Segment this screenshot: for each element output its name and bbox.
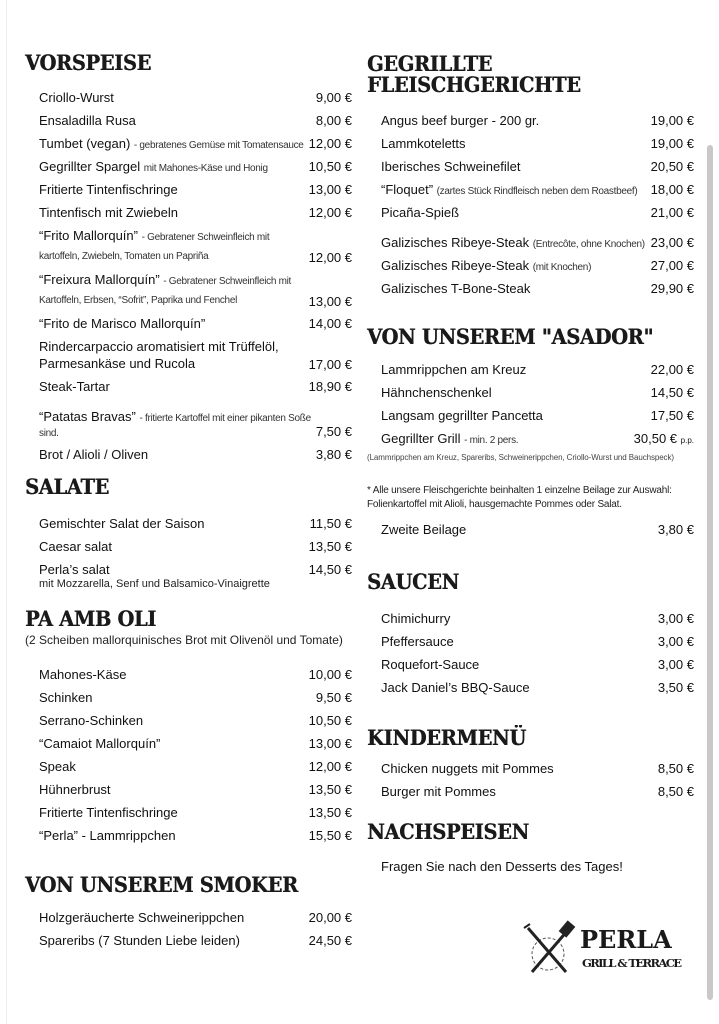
menu-item-price [309,713,352,732]
menu-item-text [39,755,309,778]
menu-item-name: Gegrillter Spargel [39,159,141,174]
menu-item-price [658,680,694,699]
menu-item-text [39,801,309,824]
menu-item [39,155,352,178]
menu-item [381,757,694,780]
section-items [367,607,694,699]
menu-item-name: Burger mit Pommes [381,784,496,799]
price-value: 14,50 € [308,562,352,577]
price-value: 13,50 € [308,539,352,554]
menu-item-price [309,910,352,929]
menu-item-text [381,780,658,803]
section-header [367,53,617,95]
menu-item-name: Fritierte Tintenfischringe [39,805,178,820]
menu-item [39,755,352,778]
menu-item-price [309,159,352,178]
menu-item-text [39,312,309,335]
menu-item-price [658,611,694,630]
menu-item-text [39,109,316,132]
menu-item-name: Serrano-Schinken [39,713,144,728]
menu-item-name: Fritierte Tintenfischringe [39,182,178,197]
menu-item-price [658,522,694,541]
menu-item-description: mit Mahones-Käse und Honig [143,163,268,174]
menu-item [381,231,694,254]
menu-item [39,929,352,952]
menu-item-name: Angus beef burger - 200 gr. [381,113,540,128]
price-value: 23,00 € [650,235,694,250]
section-title: SAUCEN [367,569,459,594]
price-value: 9,50 € [315,690,352,705]
price-value: 29,90 € [650,281,694,296]
menu-item [39,512,352,535]
price-value: 7,50 € [315,424,352,439]
menu-item-text [39,405,316,443]
section-note: (Lammrippchen am Kreuz, Spareribs, Schweinerippchen, Criollo-Wurst und Bauchspeck) [367,453,674,462]
menu-item [39,732,352,755]
section-header [25,52,355,73]
menu-item-name: “Freixura Mallorquín” [39,272,160,287]
menu-item-price [309,805,352,824]
menu-item-name: “Frito de Marisco Mallorquín” [39,316,206,331]
menu-item-name: Lammrippchen am Kreuz [381,362,527,377]
price-suffix: p.p. [680,436,694,445]
menu-item-name: Zweite Beilage [381,522,467,537]
menu-item-price [651,182,694,201]
price-value: 12,00 € [308,136,352,151]
menu-item-text [381,277,651,300]
menu-item-text [381,630,658,653]
section-title: PA AMB OLI [25,606,156,631]
menu-item-price [309,136,352,155]
price-value: 10,50 € [308,713,352,728]
menu-item-price [309,933,352,952]
menu-item-name: “Patatas Bravas” [39,409,136,424]
menu-item-price [309,736,352,755]
menu-item-price [309,782,352,801]
menu-item-text [39,778,309,801]
price-value: 8,50 € [657,784,694,799]
section-items [367,757,694,803]
menu-item-price [309,357,352,372]
item-list [39,512,352,591]
price-value: 8,50 € [657,761,694,776]
menu-item-text [381,358,651,381]
menu-item [39,778,352,801]
menu-item-text [381,178,651,201]
menu-item-price [309,759,352,778]
menu-item [381,155,694,178]
menu-item-price [309,828,352,847]
menu-item [381,277,694,300]
menu-item-name: Galizisches Ribeye-Steak [381,235,530,250]
section-items [367,484,694,541]
menu-item-name: Perla’s salat [39,562,110,577]
price-value: 10,50 € [308,159,352,174]
price-value: 9,00 € [315,90,352,105]
menu-item-text [39,338,305,372]
logo-name: PERLA [580,925,672,954]
item-list [39,86,352,466]
menu-item-text [381,404,651,427]
menu-item-name: Criollo-Wurst [39,90,114,105]
price-value: 14,50 € [650,385,694,400]
section-subtitle: (2 Scheiben mallorquinisches Brot mit Olivenöl und Tomate) [25,633,343,647]
menu-item-text [381,254,651,277]
section-title: SALATE [25,474,109,499]
menu-item-text [39,375,309,398]
menu-item-name: Spareribs (7 Stunden Liebe leiden) [39,933,240,948]
item-list [381,109,694,300]
menu-item-price [309,562,352,581]
section-title: NACHSPEISEN [367,819,529,844]
menu-item [381,630,694,653]
price-value: 14,00 € [308,316,352,331]
menu-item-description: - min. 2 pers. [464,435,519,446]
menu-item-price [651,159,694,178]
menu-item [381,109,694,132]
perla-logo [522,920,692,980]
menu-item [381,780,694,803]
menu-item [381,427,694,450]
menu-item-description: (zartes Stück Rindfleisch neben dem Roastbeef) [436,186,638,197]
menu-item-text [39,155,309,178]
item-list [381,607,694,699]
menu-item-price [651,362,694,381]
menu-item [381,676,694,699]
menu-item-description: - gebratenes Gemüse mit Tomatensauce [133,140,304,151]
price-value: 11,50 € [309,516,352,531]
section-title: VON UNSEREM SMOKER [25,872,298,897]
menu-item-name: Lammkoteletts [381,136,466,151]
menu-item-text [39,512,310,535]
menu-item [39,375,352,398]
menu-item-text [381,381,651,404]
price-value: 17,50 € [650,408,694,423]
item-list [39,906,352,952]
price-value: 8,00 € [315,113,352,128]
price-value: 12,00 € [308,250,352,265]
menu-item-price [316,447,352,466]
menu-item-name: Hähnchenschenkel [381,385,492,400]
menu-item-text [381,231,651,254]
menu-item [39,224,352,268]
menu-item-text [39,201,309,224]
menu-item [381,653,694,676]
menu-item [39,201,352,224]
menu-item-price [651,258,694,277]
menu-item [39,132,352,155]
menu-item-text [381,607,658,630]
menu-item [39,268,352,312]
menu-item-price [309,294,352,309]
price-value: 3,80 € [657,522,694,537]
section-header [367,571,697,592]
item-list [39,663,352,847]
price-value: 20,00 € [308,910,352,925]
menu-item-name: Jack Daniel’s BBQ-Sauce [381,680,530,695]
section-header [25,476,355,497]
menu-item-price [309,667,352,686]
menu-item [381,381,694,404]
menu-item-description: - fritierte Kartoffel mit einer pikanten Soße sind. [39,413,311,439]
section-items [25,86,352,466]
price-value: 3,80 € [315,447,352,462]
section-header [367,326,697,347]
menu-item-text [39,86,316,109]
menu-item-price [658,657,694,676]
logo-tagline: GRILL & TERRACE [582,956,682,970]
menu-item-price [309,316,352,335]
price-value: 3,00 € [657,611,694,626]
section-header [25,608,355,647]
menu-item [381,607,694,630]
menu-item [381,404,694,427]
section-header [367,821,697,842]
menu-item-name: Gegrillter Grill [381,431,461,446]
menu-item-text [39,686,316,709]
menu-item-name: Tumbet (vegan) [39,136,131,151]
menu-item-price [651,113,694,132]
menu-item-price [651,281,694,300]
section-items [367,109,694,300]
menu-item-text [39,663,309,686]
menu-item [39,824,352,847]
menu-item-price [651,235,694,254]
menu-item-name: Gemischter Salat der Saison [39,516,205,531]
menu-item-price [651,408,694,427]
menu-item-price [309,182,352,201]
section-items [25,663,352,847]
menu-item-text [381,155,651,178]
price-value: 30,50 € [633,431,678,446]
menu-item-text [39,732,309,755]
item-list [381,518,694,541]
menu-item-text [381,653,658,676]
menu-item [39,906,352,929]
menu-item-name: Speak [39,759,76,774]
price-value: 12,00 € [308,205,352,220]
menu-item-text [39,929,309,952]
price-value: 24,50 € [308,933,352,948]
menu-item-text [381,518,658,541]
menu-item-text [39,227,305,265]
section-text: Fragen Sie nach den Desserts des Tages! [381,859,623,874]
menu-item [381,132,694,155]
menu-item-price [316,90,352,109]
menu-item-name: Caesar salat [39,539,112,554]
menu-item-price [658,761,694,780]
menu-item-name: Galizisches T-Bone-Steak [381,281,531,296]
menu-item-price [309,539,352,558]
menu-item-name: Tintenfisch mit Zwiebeln [39,205,178,220]
price-value: 3,50 € [657,680,694,695]
menu-item-text [39,535,309,558]
menu-item [39,686,352,709]
menu-item-name: Mahones-Käse [39,667,127,682]
section-items [25,906,352,952]
menu-item-name: Rindercarpaccio aromatisiert mit Trüffelöl, Parmesankäse und Rucola [39,339,279,371]
section-header [367,727,697,748]
menu-item-price [310,516,352,535]
menu-item-name: Steak-Tartar [39,379,110,394]
menu-item [39,709,352,732]
section-header [25,874,355,895]
price-value: 27,00 € [650,258,694,273]
menu-item-text [381,201,651,224]
price-value: 13,50 € [308,805,352,820]
menu-item-text [381,676,658,699]
menu-item-name: Picaña-Spieß [381,205,460,220]
menu-item-name: Brot / Alioli / Oliven [39,447,149,462]
menu-item-text [39,824,309,847]
section-title: VORSPEISE [25,50,151,75]
menu-item-name: Roquefort-Sauce [381,657,480,672]
menu-item-name: Galizisches Ribeye-Steak [381,258,530,273]
price-value: 13,50 € [308,782,352,797]
menu-item-price [316,424,352,443]
menu-item-name: Iberisches Schweinefilet [381,159,521,174]
menu-item-name: “Frito Mallorquín” [39,228,138,243]
menu-item [39,535,352,558]
section-items [367,358,694,463]
menu-item-price [634,431,694,450]
price-value: 12,00 € [308,759,352,774]
menu-item-name: Chicken nuggets mit Pommes [381,761,554,776]
section-items [367,855,694,878]
menu-item [39,109,352,132]
menu-item [381,201,694,224]
section-title: GEGRILLTE FLEISCHGERICHTE [367,51,581,97]
section-items [25,512,352,591]
price-value: 15,50 € [308,828,352,843]
menu-item-price [651,205,694,224]
price-value: 10,00 € [308,667,352,682]
menu-item [381,178,694,201]
menu-item-name: “Perla” - Lammrippchen [39,828,176,843]
menu-item [381,518,694,541]
menu-item-text [39,132,309,155]
menu-item-price [316,690,352,709]
price-value: 3,00 € [657,657,694,672]
menu-item-text [39,178,309,201]
price-value: 3,00 € [657,634,694,649]
menu-item-name: Holzgeräucherte Schweinerippchen [39,910,245,925]
menu-item-text [381,132,651,155]
item-list [381,757,694,803]
menu-item-name: Hühnerbrust [39,782,111,797]
price-value: 19,00 € [650,113,694,128]
menu-item-name: “Floquet” [381,182,434,197]
menu-item-name: “Camaiot Mallorquín” [39,736,161,751]
menu-item-description: - Gebratener Schweinfleich mit kartoffeln, Zwiebeln, Tomaten un Papriña [39,232,270,262]
price-value: 13,00 € [308,294,352,309]
menu-item-name: Chimichurry [381,611,451,626]
menu-item-price [309,205,352,224]
footnote: * Alle unsere Fleischgerichte beinhalten 1 einzelne Beilage zur Auswahl: Folienkartoffel mit Alioli, hausgemachte Pommes oder Salat. [367,485,672,510]
menu-item-price [651,136,694,155]
menu-item-name: Pfeffersauce [381,634,454,649]
menu-item-text [39,709,309,732]
menu-item [39,86,352,109]
menu-item-price [658,784,694,803]
menu-item [39,405,352,443]
menu-item-text [39,443,316,466]
menu-item [39,801,352,824]
menu-item-text [39,906,309,929]
menu-item-text [381,427,634,450]
price-value: 21,00 € [650,205,694,220]
price-value: 18,00 € [650,182,694,197]
menu-item-price [309,379,352,398]
menu-item-text [381,757,658,780]
menu-item-text [381,109,651,132]
crossed-grill-tools-icon [522,920,692,980]
menu-item [381,254,694,277]
scrollbar[interactable] [707,145,713,1000]
price-value: 19,00 € [650,136,694,151]
menu-item-description: - Gebratener Schweinfleich mit Kartoffeln, Erbsen, “Sofrit”, Paprika und Fenchel [39,276,292,306]
price-value: 17,00 € [308,357,352,372]
menu-item-subline: mit Mozzarella, Senf und Balsamico-Vinaigrette [39,578,270,590]
menu-item-name: Ensaladilla Rusa [39,113,136,128]
menu-item [39,312,352,335]
menu-item [39,178,352,201]
menu-item [39,443,352,466]
menu-item-name: Schinken [39,690,93,705]
menu-item [39,335,352,375]
menu-item-name: Langsam gegrillter Pancetta [381,408,543,423]
item-list [381,358,694,450]
menu-item-price [658,634,694,653]
menu-item [39,663,352,686]
price-value: 20,50 € [650,159,694,174]
menu-item-description: (mit Knochen) [532,262,592,273]
menu-item-price [309,250,352,265]
menu-item-text [39,271,305,309]
price-value: 18,90 € [308,379,352,394]
price-value: 13,00 € [308,736,352,751]
menu-item-price [316,113,352,132]
price-value: 13,00 € [308,182,352,197]
section-title: KINDERMENÜ [367,725,526,750]
price-value: 22,00 € [650,362,694,377]
menu-item [381,358,694,381]
menu-item-description: (Entrecôte, ohne Knochen) [532,239,645,250]
menu-item-price [651,385,694,404]
section-title: VON UNSEREM "ASADOR" [367,324,654,349]
menu-page [6,0,707,1024]
